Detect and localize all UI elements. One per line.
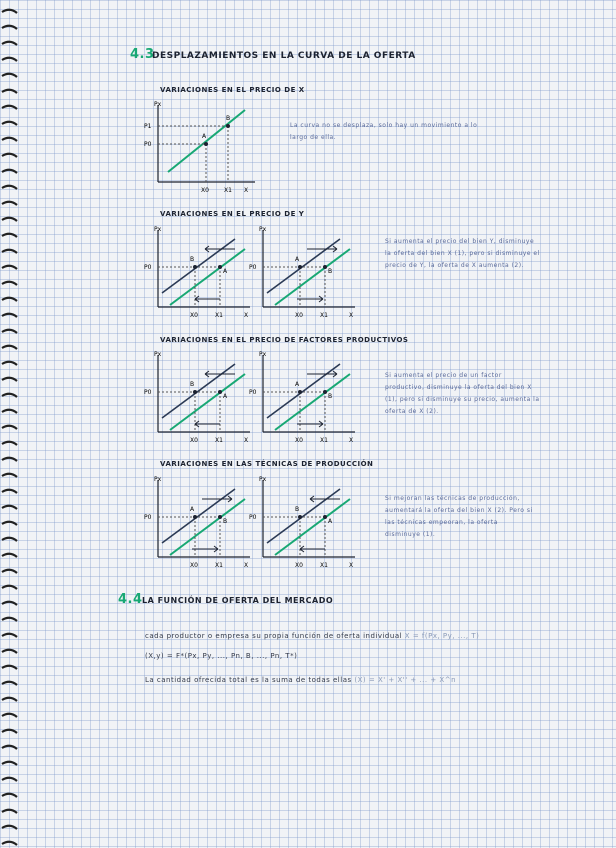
supply-shift-graph [140,475,260,570]
supply-shift-graph [245,225,365,320]
market-line-1: cada productor o empresa su propia función de oferta individual X = f(Px, Py, ..., T) [145,632,480,640]
spiral-ring [2,810,17,813]
section-title: DESPLAZAMIENTOS EN LA CURVA DE LA OFERTA [152,51,416,61]
market-line-2: (X,y) = F*(Px, Py, ..., Pn, B, ..., Pn, T*) [145,652,298,660]
tick-label-x1: X1 [215,562,223,569]
graph-line [170,499,245,555]
tick-label-x1: X1 [320,312,328,319]
point-label-b: B [328,268,333,275]
graph-line [170,374,245,430]
spiral-ring [2,634,17,637]
axis-label-x: X [349,437,354,444]
spiral-ring [2,362,17,365]
spiral-ring [2,826,17,829]
point-label-b: B [190,256,195,263]
spiral-ring [2,778,17,781]
point-label-b: B [190,381,195,388]
spiral-ring [2,522,17,525]
tick-label-x0: X0 [190,312,198,319]
equilibrium-point [323,265,327,269]
spiral-ring [2,58,17,61]
section-number: 4.4 [118,592,143,607]
spiral-ring [2,474,17,477]
axis-label-x: X [349,312,354,319]
tick-label-p0: P0 [144,514,152,521]
supply-graph [140,100,260,195]
spiral-ring [2,218,17,221]
spiral-ring [2,234,17,237]
tick-label-p0: P0 [249,514,257,521]
axis-label-px: Px [154,226,162,233]
spiral-ring [2,490,17,493]
spiral-ring [2,106,17,109]
graph-line [275,374,350,430]
graph-line [275,499,350,555]
equilibrium-point [323,390,327,394]
tick-label-p0: P0 [144,141,152,148]
spiral-ring [2,746,17,749]
axis-label-px: Px [259,351,267,358]
supply-shift-graph [245,350,365,445]
tick-label-p0: P0 [249,389,257,396]
spiral-ring [2,410,17,413]
spiral-ring [2,266,17,269]
point-label-b: B [226,115,231,122]
spiral-ring [2,394,17,397]
tick-label-x1: X1 [215,437,223,444]
tick-label-x0: X0 [295,437,303,444]
tick-label-x0: X0 [201,187,209,194]
spiral-ring [2,346,17,349]
point-label-a: A [223,393,228,400]
spiral-ring [2,602,17,605]
spiral-ring [2,586,17,589]
tick-label-p0: P0 [249,264,257,271]
point-label-a: A [190,506,195,513]
tick-label-p0: P0 [144,264,152,271]
equilibrium-point [218,265,222,269]
subsection-note: Si aumenta el precio del bien Y, disminuye la oferta del bien X (1), pero si disminuye el precio de Y, la oferta de X aumenta (2). [385,238,540,269]
equilibrium-point [298,515,302,519]
supply-shift-graph [245,475,365,570]
supply-shift-graph [140,225,260,320]
spiral-binding [0,0,20,848]
spiral-ring [2,282,17,285]
spiral-ring [2,842,17,845]
section-number: 4.3 [130,47,155,62]
equilibrium-point [218,515,222,519]
point-label-b: B [328,393,333,400]
supply-shift-graph [140,350,260,445]
point-label-a: A [328,518,333,525]
spiral-ring [2,90,17,93]
tick-label-x1: X1 [224,187,232,194]
axis-label-px: Px [154,476,162,483]
spiral-ring [2,570,17,573]
spiral-ring [2,458,17,461]
tick-label-p1: P1 [144,123,152,130]
point-label-b: B [295,506,300,513]
spiral-ring [2,10,17,13]
spiral-ring [2,538,17,541]
market-line-3: La cantidad ofrecida total es la suma de todas ellas (X) = X' + X'' + ... + X^n [145,676,457,684]
tick-label-x1: X1 [320,562,328,569]
graph-line [170,249,245,305]
spiral-ring [2,682,17,685]
spiral-ring [2,666,17,669]
subsection-title: VARIACIONES EN EL PRECIO DE X [160,86,305,94]
tick-label-x1: X1 [320,437,328,444]
spiral-ring [2,250,17,253]
axis-label-x: X [244,312,249,319]
spiral-ring [2,122,17,125]
equilibrium-point [323,515,327,519]
tick-label-x1: X1 [215,312,223,319]
spiral-ring [2,74,17,77]
spiral-ring [2,426,17,429]
equilibrium-point [298,390,302,394]
equilibrium-point [193,515,197,519]
spiral-ring [2,730,17,733]
spiral-ring [2,138,17,141]
tick-label-p0: P0 [144,389,152,396]
tick-label-x0: X0 [295,562,303,569]
subsection-title: VARIACIONES EN LAS TÉCNICAS DE PRODUCCIÓN [160,460,374,468]
spiral-ring [2,330,17,333]
subsection-note: La curva no se desplaza, solo hay un movimiento a lo largo de ella. [290,122,478,141]
equilibrium-point [218,390,222,394]
equilibrium-point [193,390,197,394]
spiral-ring [2,186,17,189]
equilibrium-point [298,265,302,269]
spiral-ring [2,42,17,45]
spiral-ring [2,378,17,381]
spiral-ring [2,618,17,621]
subsection-title: VARIACIONES EN EL PRECIO DE FACTORES PRODUCTIVOS [160,336,409,344]
point-label-a: A [295,256,300,263]
equilibrium-point [193,265,197,269]
spiral-ring [2,314,17,317]
axis-label-x: X [244,187,249,194]
point-label-a: A [295,381,300,388]
subsection-title: VARIACIONES EN EL PRECIO DE Y [160,210,305,218]
point-label-b: B [223,518,228,525]
spiral-ring [2,442,17,445]
axis-label-px: Px [259,226,267,233]
spiral-ring [2,202,17,205]
graph-line [275,249,350,305]
point-label-a: A [223,268,228,275]
spiral-ring [2,26,17,29]
spiral-ring [2,506,17,509]
subsection-note: Si aumenta el precio de un factor productivo, disminuye la oferta del bien X (1), pero si disminuye su precio, aumenta la oferta de X (2). [385,372,540,415]
axis-label-px: Px [259,476,267,483]
spiral-ring [2,554,17,557]
spiral-ring [2,698,17,701]
tick-label-x0: X0 [190,562,198,569]
point-label-a: A [202,133,207,140]
axis-label-x: X [244,562,249,569]
spiral-ring [2,650,17,653]
spiral-ring [2,762,17,765]
spiral-ring [2,714,17,717]
axis-label-px: Px [154,101,162,108]
spiral-ring [2,170,17,173]
tick-label-x0: X0 [295,312,303,319]
axis-label-x: X [244,437,249,444]
tick-label-x0: X0 [190,437,198,444]
section-title: LA FUNCIÓN DE OFERTA DEL MERCADO [142,596,334,605]
spiral-ring [2,794,17,797]
subsection-note: Si mejoran las técnicas de producción, aumentará la oferta del bien X (2). Pero si las técnicas empeoran, la oferta disminuye (1). [385,495,533,538]
spiral-ring [2,154,17,157]
axis-label-px: Px [154,351,162,358]
spiral-ring [2,298,17,301]
axis-label-x: X [349,562,354,569]
